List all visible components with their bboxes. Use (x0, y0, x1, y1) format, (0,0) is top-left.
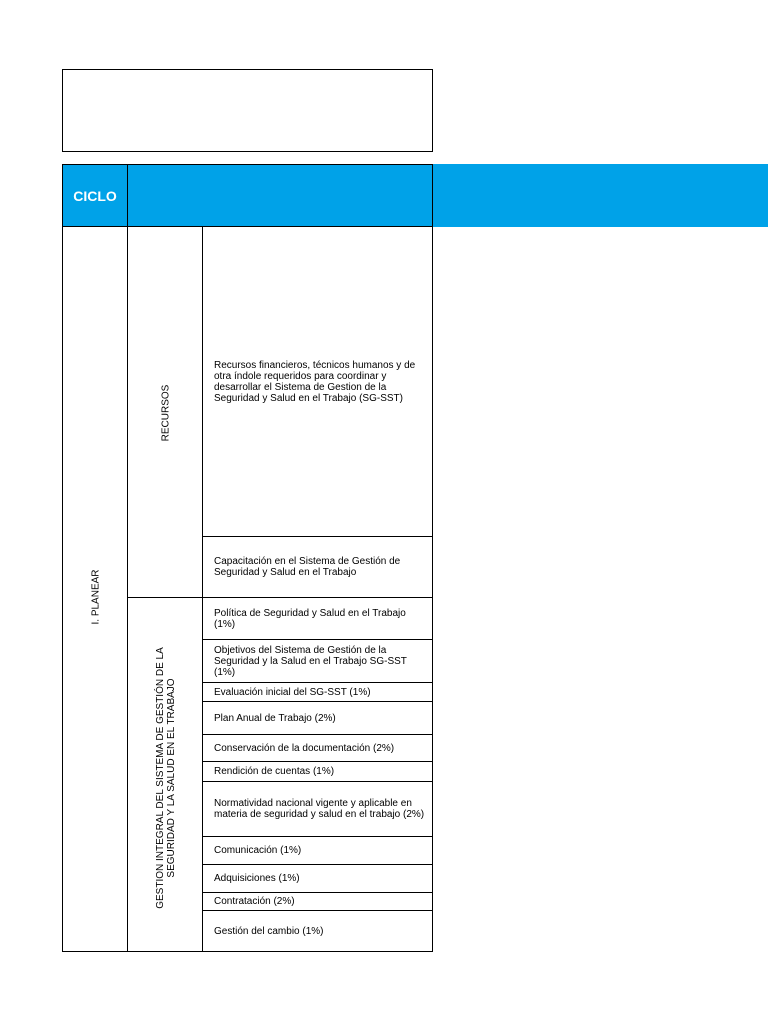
item-text: Evaluación inicial del SG-SST (1%) (214, 686, 371, 698)
group-label-gestion-integral (155, 647, 177, 909)
item-text: Capacitación en el Sistema de Gestión de Seguridad y Salud en el Trabajo (214, 556, 401, 578)
cycle-phase-cell (62, 226, 128, 952)
banner-empty-cell (127, 164, 433, 227)
table-cell-item (202, 761, 433, 782)
item-text: Objetivos del Sistema de Gestión de la Seguridad y la Salud en el Trabajo SG-SST (1%) (214, 644, 407, 678)
ciclo-header-label: CICLO (73, 187, 117, 204)
group-label-recursos: RECURSOS (160, 384, 172, 442)
table-cell-item (202, 910, 433, 952)
table-cell-item (202, 682, 433, 702)
group-cell-recursos (127, 226, 203, 598)
group-label-line2: SEGURIDAD Y LA SALUD EN EL TRABAJO (166, 678, 177, 878)
table-cell-item (202, 836, 433, 865)
group-label-line1: GESTION INTEGRAL DEL SISTEMA DE GESTIÓN DE LA (155, 647, 166, 909)
table-cell-item (202, 701, 433, 735)
item-text: Plan Anual de Trabajo (2%) (214, 712, 336, 724)
table-cell-item (202, 781, 433, 837)
group-cell-gestion-integral (127, 597, 203, 952)
table-cell-item (202, 639, 433, 683)
item-text: Normatividad nacional vigente y aplicable en materia de seguridad y salud en el trabajo (2%) (214, 798, 425, 820)
table-cell-item (202, 536, 433, 598)
item-text: Política de Seguridad y Salud en el Trabajo (1%) (214, 607, 406, 630)
table-cell-item (202, 892, 433, 911)
table-cell-item (202, 864, 433, 893)
ciclo-header-cell (62, 164, 128, 227)
item-text: Conservación de la documentación (2%) (214, 742, 395, 754)
item-text: Gestión del cambio (1%) (214, 925, 324, 937)
item-text: Rendición de cuentas (1%) (214, 766, 335, 777)
table-cell-item (202, 226, 433, 537)
table-cell-item (202, 734, 433, 762)
table-cell-item (202, 597, 433, 640)
item-text: Contratación (2%) (214, 896, 295, 907)
item-text: Comunicación (1%) (214, 845, 302, 856)
item-text: Recursos financieros, técnicos humanos y de otra índole requeridos para coordinar y desarrollar el Sistema de Gestion de la Seguridad y Salud en el Trabajo (SG-SST) (214, 359, 416, 404)
cycle-phase-label: I. PLANEAR (90, 569, 102, 625)
header-empty-box (62, 69, 433, 152)
item-text: Adquisiciones (1%) (214, 873, 300, 884)
